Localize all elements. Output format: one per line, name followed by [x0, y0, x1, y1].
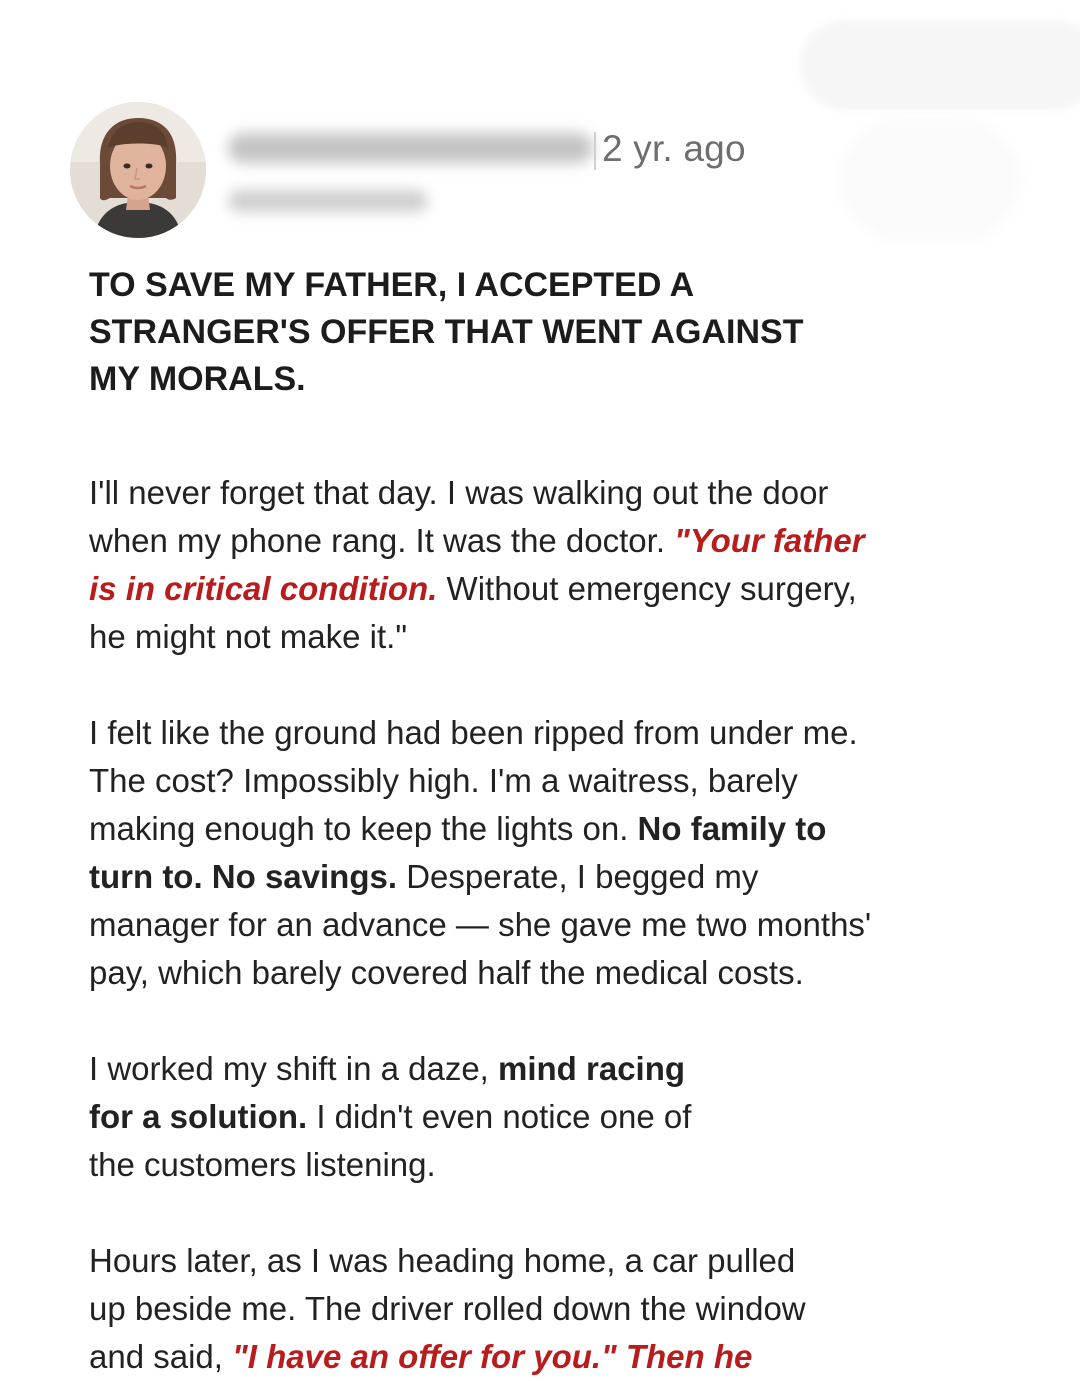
title-line: STRANGER'S OFFER THAT WENT AGAINST	[89, 313, 804, 351]
title-line: TO SAVE MY FATHER, I ACCEPTED A	[89, 266, 695, 304]
title-line: MY MORALS.	[89, 360, 306, 398]
username-blurred[interactable]	[228, 133, 593, 163]
text-span: pay, which barely covered half the medical costs.	[89, 954, 804, 991]
subtitle-blurred	[228, 190, 428, 212]
paragraph-1	[89, 469, 989, 661]
bold-text: No family to	[637, 810, 827, 847]
paragraph-4	[89, 1237, 989, 1381]
text-span: he might not make it."	[89, 618, 408, 655]
text-span: manager for an advance — she gave me two months'	[89, 906, 872, 943]
post-content	[89, 262, 989, 1381]
text-span: Without emergency surgery,	[437, 570, 857, 607]
post-timestamp: 2 yr. ago	[602, 128, 746, 169]
meta-divider	[594, 132, 596, 170]
text-span: Hours later, as I was heading home, a car pulled	[89, 1242, 796, 1279]
paragraph-3	[89, 1045, 989, 1189]
bold-text: for a solution.	[89, 1098, 308, 1135]
text-span: Desperate, I begged my	[397, 858, 759, 895]
text-span: up beside me. The driver rolled down the window	[89, 1290, 806, 1327]
avatar[interactable]	[70, 102, 206, 238]
text-span: I worked my shift in a daze,	[89, 1050, 499, 1087]
paragraph-2	[89, 709, 989, 997]
text-span: I'll never forget that day. I was walking out the door	[89, 474, 829, 511]
text-span: The cost? Impossibly high. I'm a waitress, barely	[89, 762, 798, 799]
text-span: and said,	[89, 1338, 233, 1375]
highlight-quote: "I have an offer for you." Then he	[232, 1338, 753, 1375]
text-span: when my phone rang. It was the doctor.	[89, 522, 675, 559]
bold-text: turn to. No savings.	[89, 858, 398, 895]
avatar-photo	[70, 102, 206, 238]
text-span: making enough to keep the lights on.	[89, 810, 638, 847]
post-title	[89, 262, 989, 403]
text-span: I felt like the ground had been ripped from under me.	[89, 714, 858, 751]
blurred-corner-element	[800, 20, 1080, 110]
bold-text: mind racing	[498, 1050, 686, 1087]
text-span: the customers listening.	[89, 1146, 436, 1183]
highlight-quote: "Your father	[674, 522, 865, 559]
text-span: I didn't even notice one of	[307, 1098, 692, 1135]
blurred-side-element	[840, 120, 1020, 240]
highlight-quote: is in critical condition.	[89, 570, 438, 607]
